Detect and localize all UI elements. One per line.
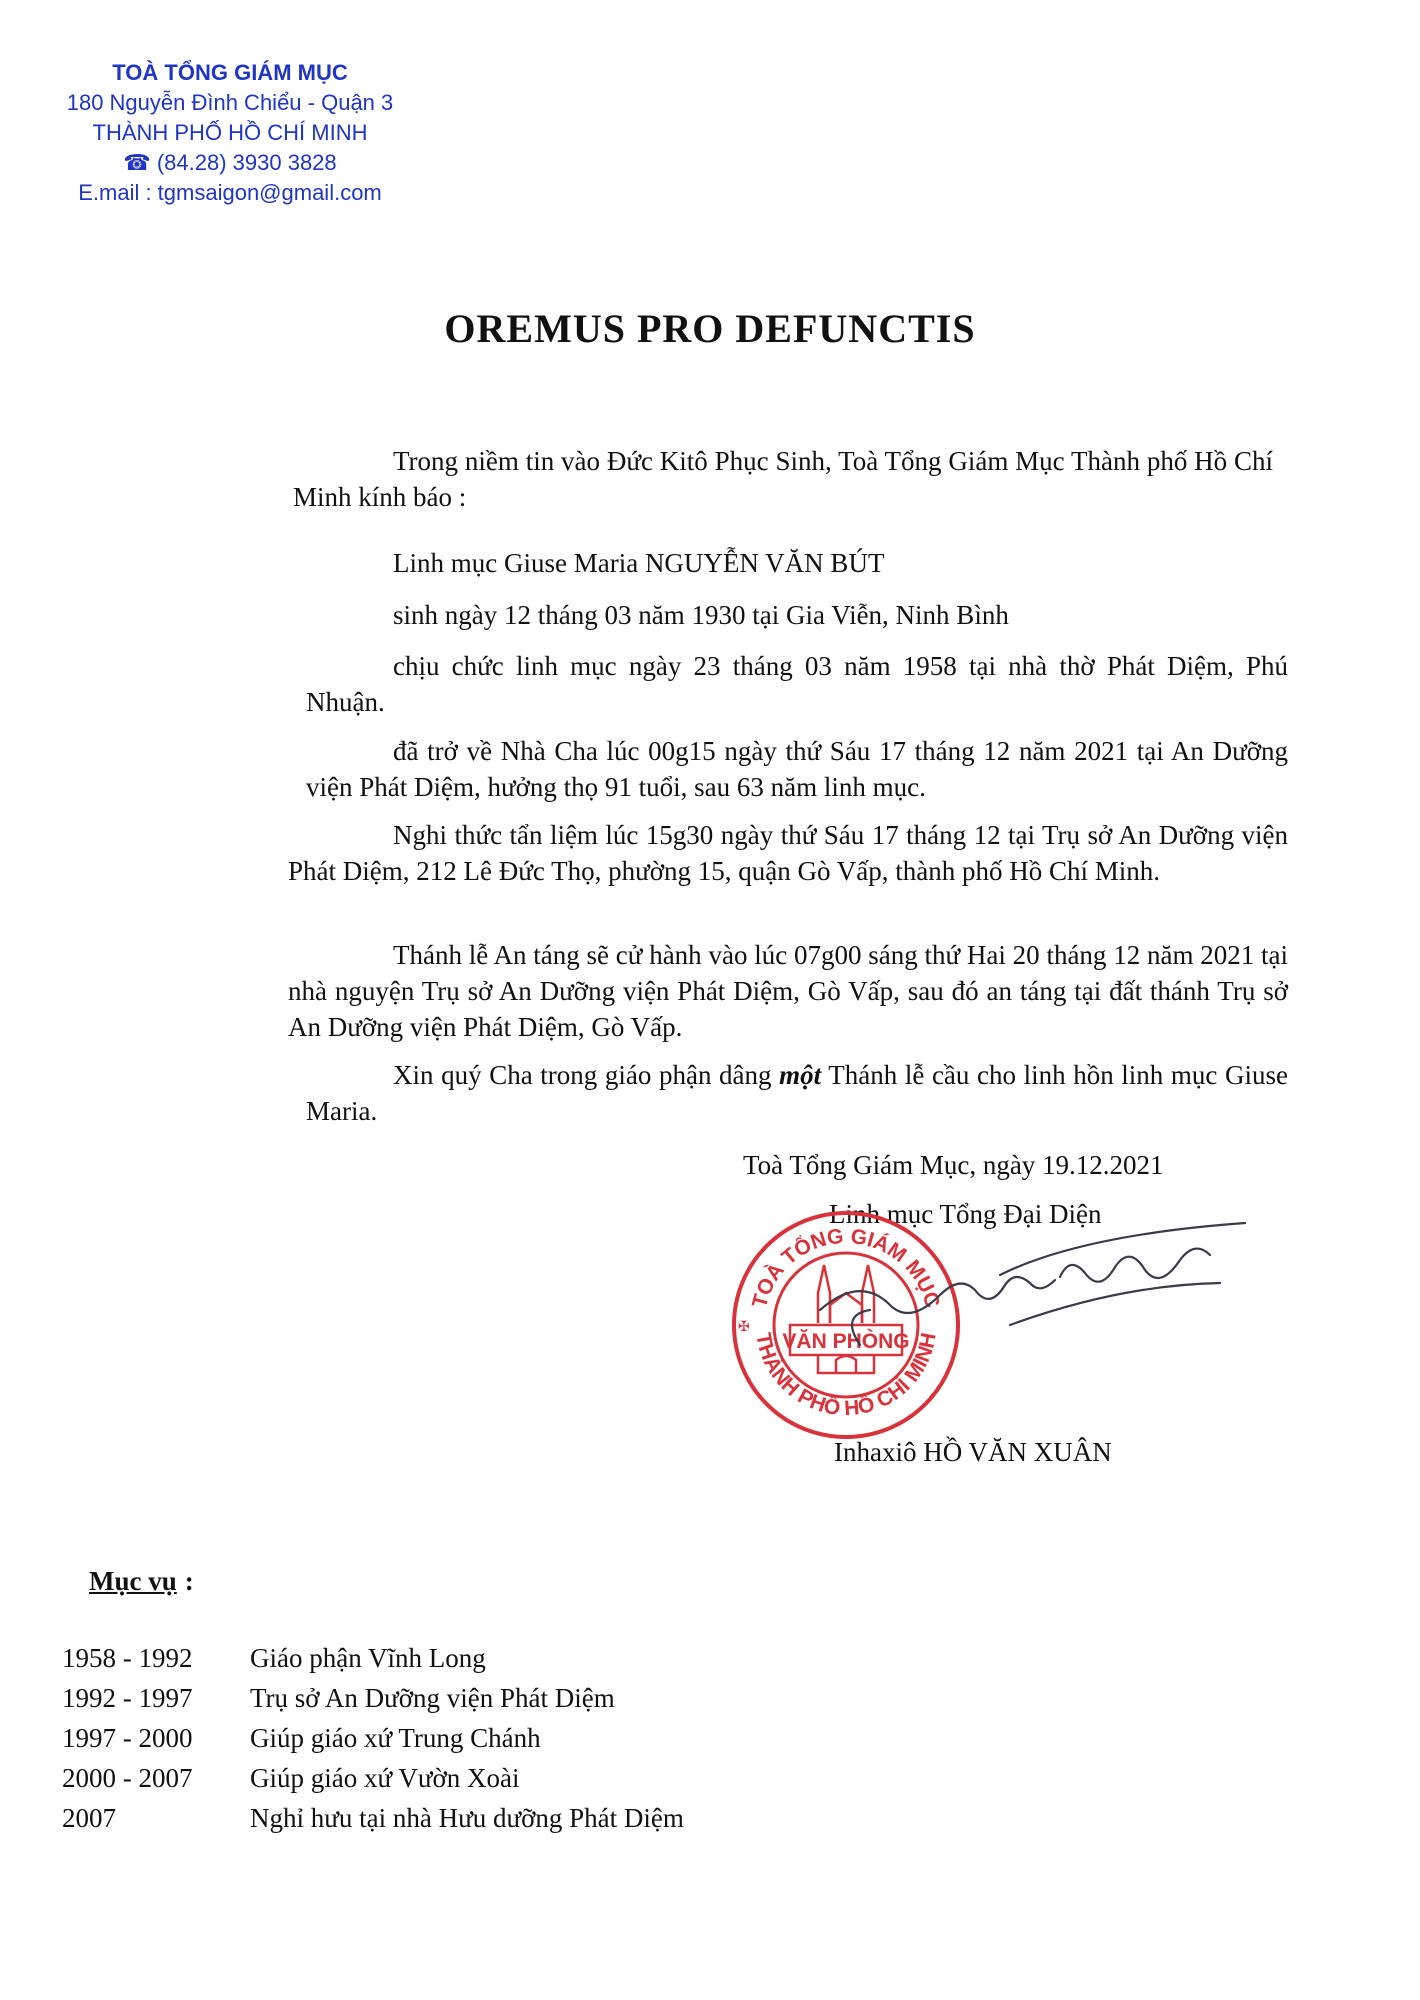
ministry-place: Giáo phận Vĩnh Long	[250, 1643, 486, 1673]
encoffin-paragraph: Nghi thức tẩn liệm lúc 15g30 ngày thứ Sáu 17 tháng 12 tại Trụ sở An Dưỡng viện Phát Diệm, 212 Lê Đức Thọ, phường 15, quận Gò Vấp, thành phố Hồ Chí Minh.	[288, 820, 1288, 886]
stamp-ring-top: TOÀ TỔNG GIÁM MỤC	[748, 1224, 945, 1311]
death-paragraph: đã trở về Nhà Cha lúc 00g15 ngày thứ Sáu 17 tháng 12 năm 2021 tại An Dưỡng viện Phát Diệm, hưởng thọ 91 tuổi, sau 63 năm linh mục.	[306, 736, 1288, 802]
ministry-place: Trụ sở An Dưỡng viện Phát Diệm	[250, 1683, 615, 1713]
ministry-years: 1997 - 2000	[62, 1723, 193, 1753]
stamp-center-text: VĂN PHÒNG	[782, 1330, 910, 1353]
ministry-years: 1992 - 1997	[62, 1683, 193, 1713]
phone-icon: ☎	[123, 150, 151, 175]
ministry-years: 2007	[62, 1803, 116, 1833]
stamp-ring-bottom: THÀNH PHỐ HỒ CHÍ MINH	[751, 1330, 941, 1421]
ministry-row	[62, 1800, 1062, 1836]
letterhead-phone-line	[30, 148, 430, 178]
intro-text: Trong niềm tin vào Đức Kitô Phục Sinh, Toà Tổng Giám Mục Thành phố Hồ Chí Minh kính báo :	[293, 446, 1273, 512]
signer-name: Inhaxiô HỒ VĂN XUÂN	[834, 1437, 1112, 1467]
funeral-paragraph: Thánh lễ An táng sẽ cử hành vào lúc 07g00 sáng thứ Hai 20 tháng 12 năm 2021 tại nhà nguyện Trụ sở An Dưỡng viện Phát Diệm, Gò Vấp, sau đó an táng tại đất thánh Trụ sở An Dưỡng viện Phát Diệm, Gò Vấp.	[288, 940, 1288, 1042]
ministry-years: 1958 - 1992	[62, 1643, 193, 1673]
ministry-heading-text: Mục vụ	[89, 1566, 177, 1596]
letterhead-phone: (84.28) 3930 3828	[156, 150, 337, 175]
ministry-place: Giúp giáo xứ Trung Chánh	[250, 1723, 541, 1753]
place-date: Toà Tổng Giám Mục, ngày 19.12.2021	[743, 1150, 1164, 1180]
ministry-heading	[89, 1566, 194, 1597]
ministry-place: Nghỉ hưu tại nhà Hưu dưỡng Phát Diệm	[250, 1803, 684, 1833]
ordination-paragraph: chịu chức linh mục ngày 23 tháng 03 năm 1958 tại nhà thờ Phát Diệm, Phú Nhuận.	[306, 651, 1288, 717]
request-after: Thánh lễ cầu cho linh hồn linh mục Giuse Maria.	[306, 1060, 1288, 1126]
intro-paragraph	[293, 443, 1273, 515]
ministry-years: 2000 - 2007	[62, 1763, 193, 1793]
ministry-row	[62, 1680, 1062, 1716]
letterhead-city: THÀNH PHỐ HỒ CHÍ MINH	[92, 120, 368, 145]
request-emphasis: một	[779, 1060, 822, 1090]
request-before: Xin quý Cha trong giáo phận dâng	[393, 1060, 780, 1090]
ministry-row	[62, 1640, 1062, 1676]
ministry-row	[62, 1760, 1062, 1796]
letterhead-org: TOÀ TỔNG GIÁM MỤC	[112, 60, 348, 85]
ministry-heading-colon: :	[184, 1566, 194, 1596]
letterhead-address: 180 Nguyễn Đình Chiểu - Quận 3	[66, 90, 394, 115]
letterhead	[30, 58, 430, 208]
letterhead-email: E.mail : tgmsaigon@gmail.com	[78, 180, 382, 205]
mass-request-paragraph	[306, 1057, 1288, 1129]
handwritten-signature	[800, 1215, 1250, 1355]
signer-role: Linh mục Tổng Đại Diện	[829, 1199, 1102, 1229]
birth-line: sinh ngày 12 tháng 03 năm 1930 tại Gia Viễn, Ninh Bình	[393, 600, 1009, 630]
stamp-cross-icon: ✠	[738, 1319, 750, 1335]
document-title: OREMUS PRO DEFUNCTIS	[444, 306, 976, 351]
ministry-row	[62, 1720, 1062, 1756]
priest-name: Linh mục Giuse Maria NGUYỄN VĂN BÚT	[393, 548, 885, 578]
ministry-place: Giúp giáo xứ Vườn Xoài	[250, 1763, 520, 1793]
